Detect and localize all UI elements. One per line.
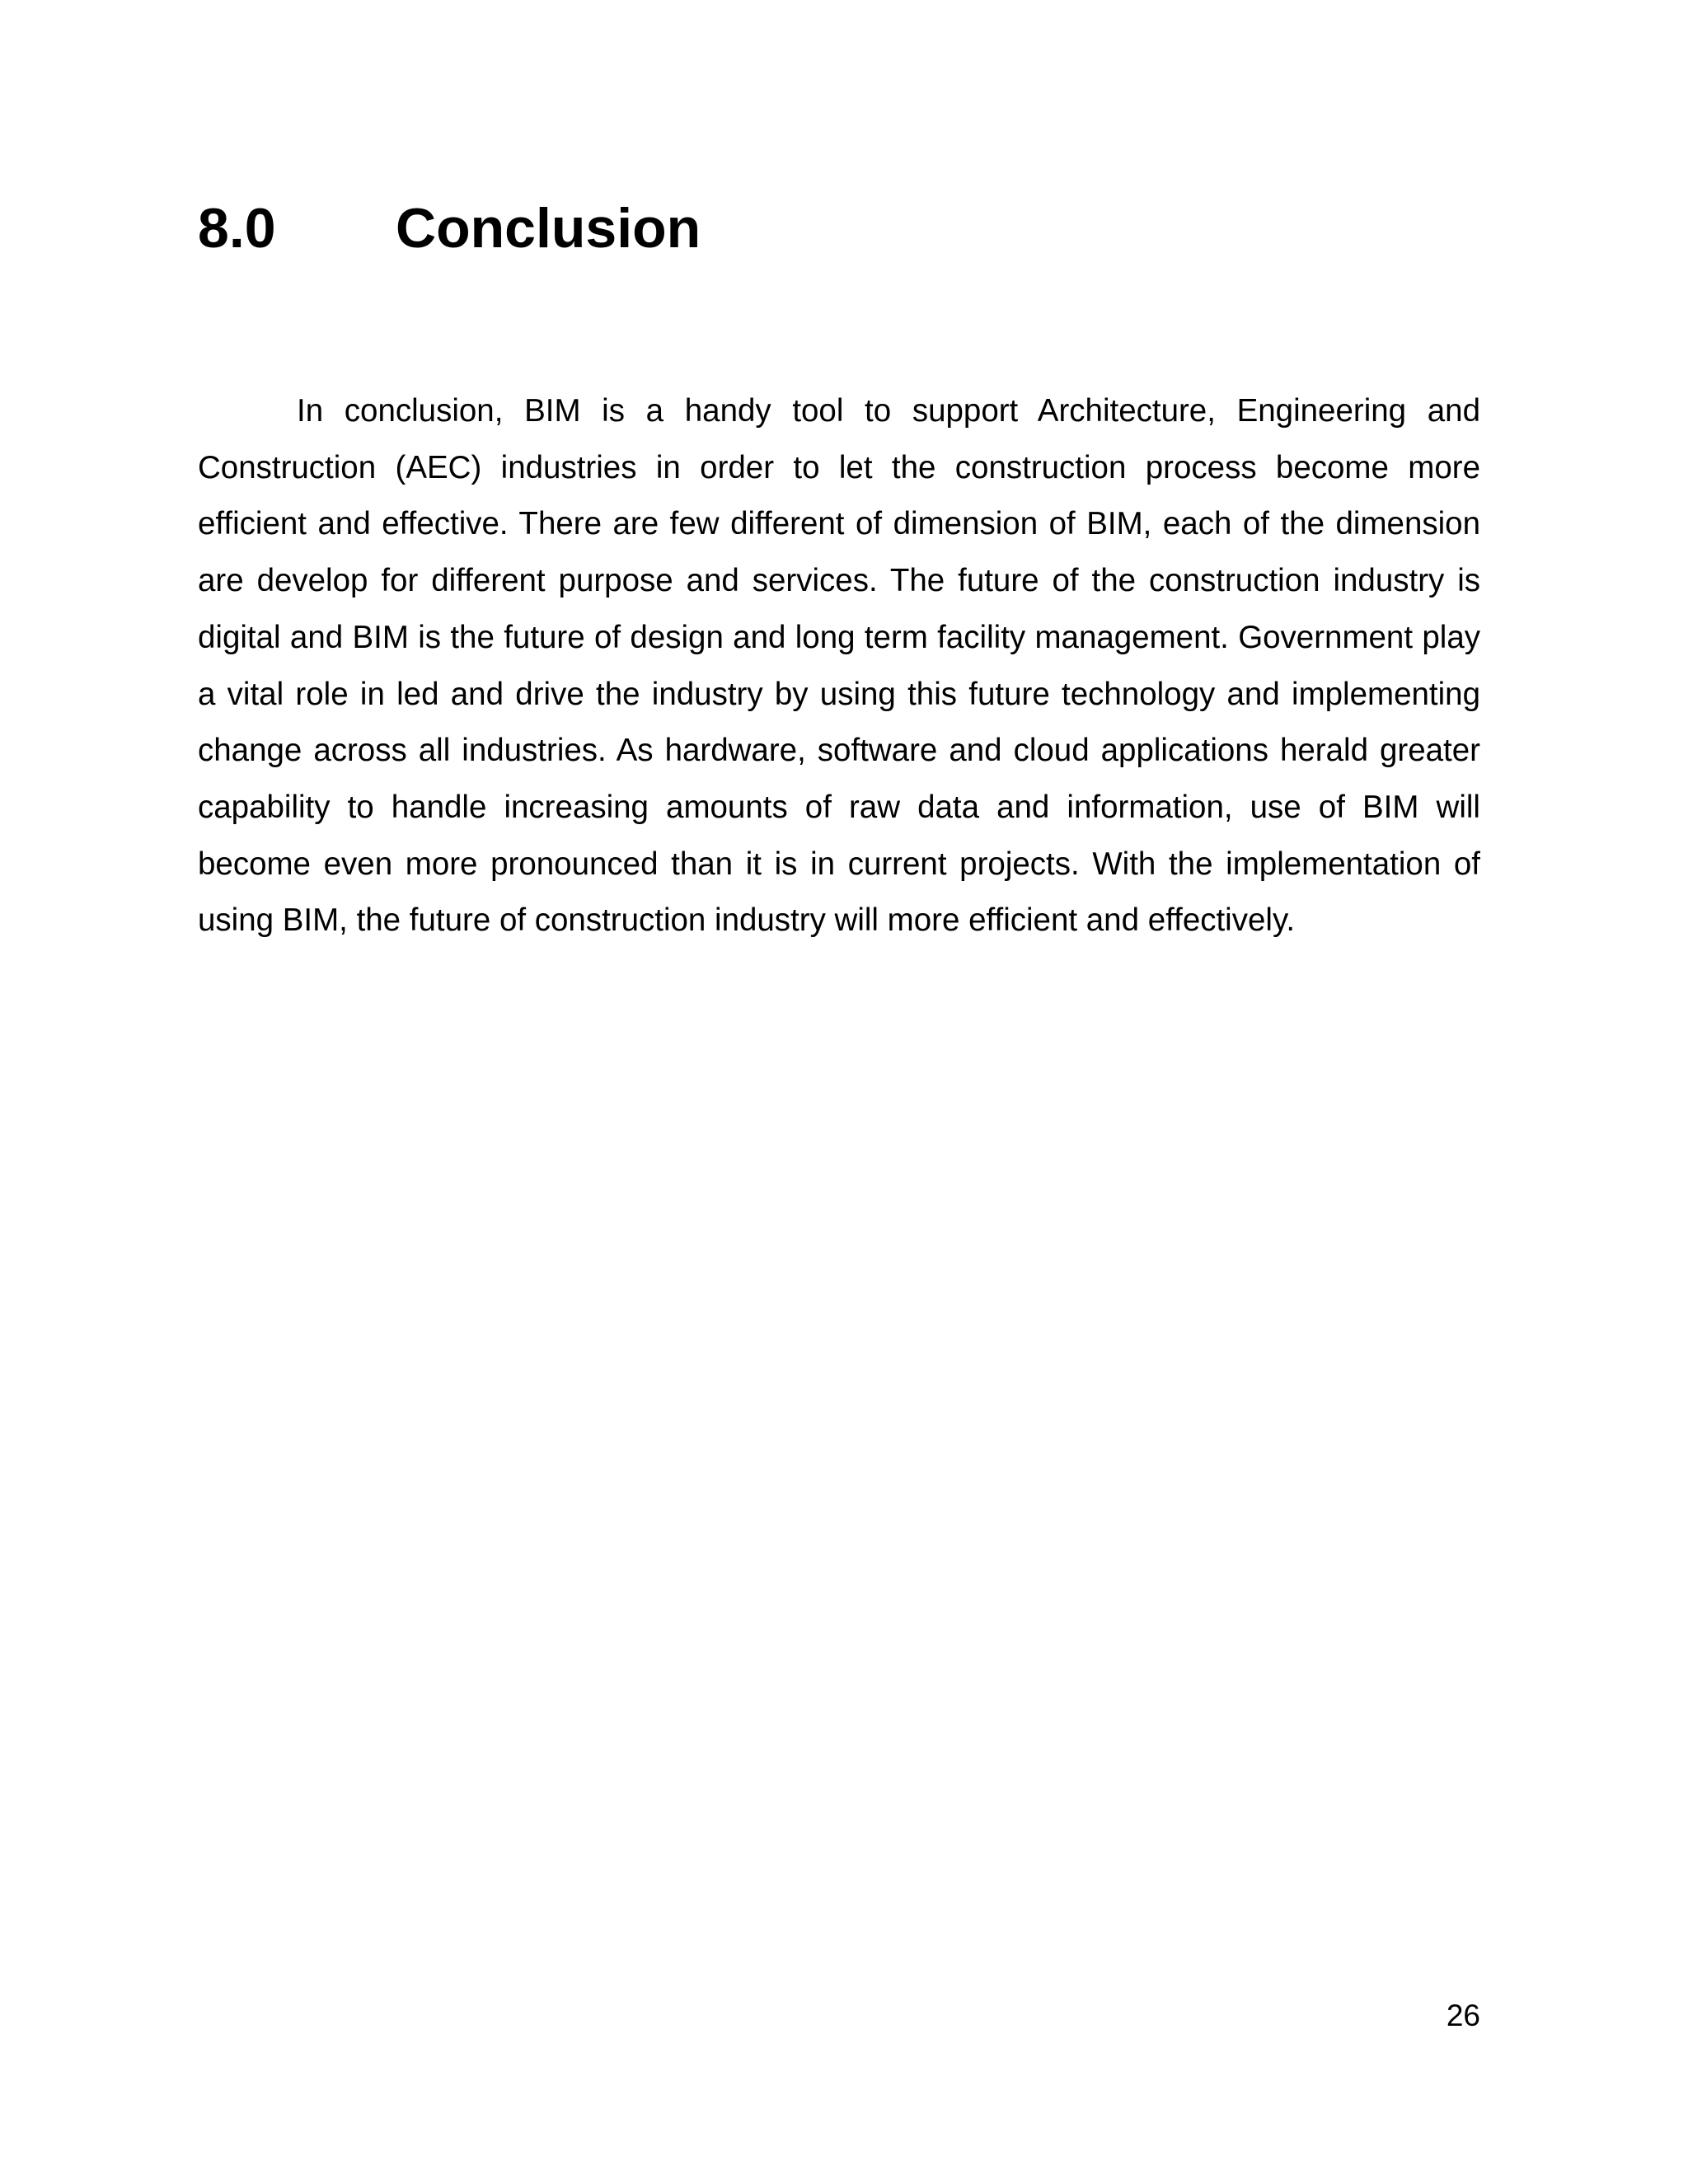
section-number: 8.0 xyxy=(198,197,276,260)
section-heading xyxy=(198,191,701,265)
conclusion-paragraph: In conclusion, BIM is a handy tool to support Architecture, Engineering and Construction (AEC) industries in order to let the construction process become more efficient and effective. There are few different of dimension of BIM, each of the dimension are develop for different purpose and services. The future of the construction industry is digital and BIM is the future of design and long term facility management. Government play a vital role in led and drive the industry by using this future technology and implementing change across all industries. As hardware, software and cloud applications herald greater capability to handle increasing amounts of raw data and information, use of BIM will become even more pronounced than it is in current projects. With the implementation of using BIM, the future of construction industry will more efficient and effectively. xyxy=(198,393,1480,939)
section-title: Conclusion xyxy=(396,197,701,260)
page-number: 26 xyxy=(1446,1999,1480,2032)
